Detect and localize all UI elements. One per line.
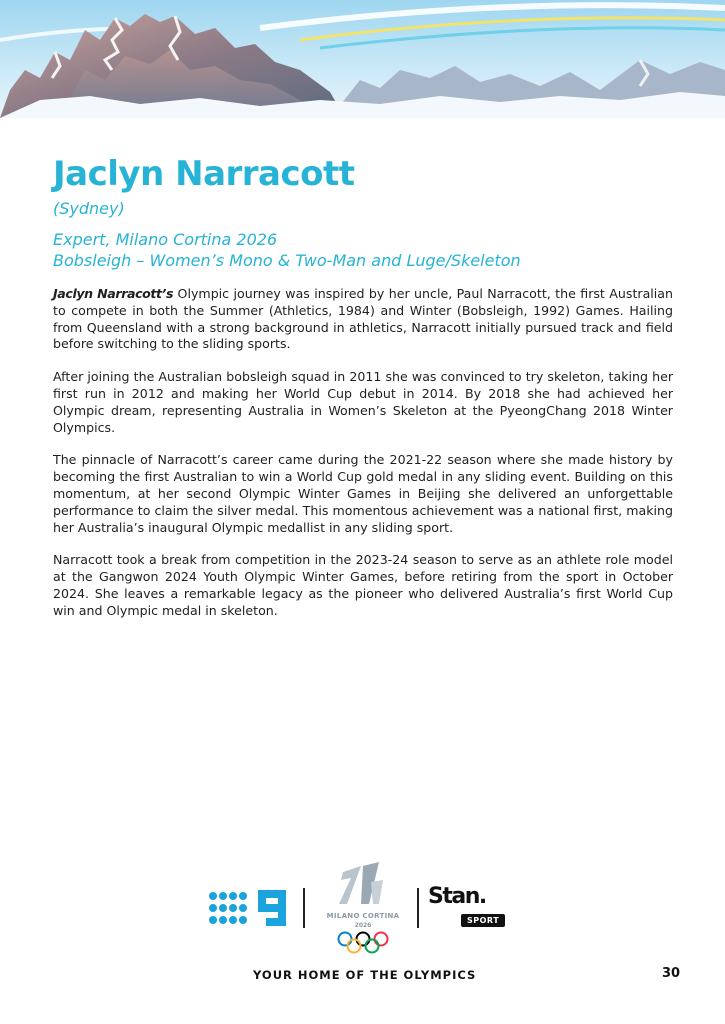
- bio-lead-name: Jaclyn Narracott’s: [53, 286, 174, 301]
- bio-paragraph-2: After joining the Australian bobsleigh squad in 2011 she was convinced to try skeleton, taking her first run in 2012 and making her World Cup debut in 2014. By 2018 she had achieved her Olympic dream, representing Australia in Women’s Skeleton at the PyeongChang 2018 Winter Olympics.: [53, 369, 673, 435]
- bio-paragraph-3: The pinnacle of Narracott’s career came during the 2021-22 season where she made history by becoming the first Australian to win a World Cup gold medal in any sliding event. Building on this momentum, at her second Olympic Winter Games in Beijing she delivered an unforgettable performance to claim the silver medal. This momentous achievement was a national first, making her Australia’s inaugural Olympic medallist in any sliding sport.: [53, 452, 673, 535]
- logo-divider: [303, 888, 305, 928]
- athlete-role: Expert, Milano Cortina 2026: [53, 230, 278, 249]
- athlete-sports: Bobsleigh – Women’s Mono & Two-Man and Luge/Skeleton: [53, 251, 521, 270]
- mountain-illustration: [0, 0, 725, 118]
- milano-cortina-emblem: [317, 858, 409, 914]
- stan-logo: Stan.: [428, 884, 486, 909]
- olympic-rings-icon: [337, 930, 389, 956]
- bio-paragraph-1-text: Olympic journey was inspired by her uncle, Paul Narracott, the first Australian to compete in both the Summer (Athletics, 1984) and Winter (Bobsleigh, 1992) Games. Hailing from Queensland with a strong background in athletics, Narracott initially pursued track and field before switching to the sliding sports.: [53, 286, 673, 352]
- milano-cortina-year: 2026: [354, 922, 372, 929]
- nine-network-logo: [208, 888, 290, 928]
- logo-divider: [417, 888, 419, 928]
- page-number: 30: [662, 966, 681, 981]
- athlete-name: Jaclyn Narracott: [53, 154, 355, 194]
- footer-tagline: YOUR HOME OF THE OLYMPICS: [253, 968, 477, 982]
- biography: [53, 286, 673, 620]
- partner-logos: [205, 858, 525, 963]
- mountain-banner: [0, 0, 725, 118]
- milano-cortina-logo: [317, 858, 409, 958]
- stan-sport-badge: SPORT: [461, 914, 505, 927]
- athlete-city: (Sydney): [53, 199, 125, 218]
- bio-paragraph-4: Narracott took a break from competition in the 2023-24 season to serve as an athlete role model at the Gangwon 2024 Youth Olympic Winter Games, before retiring from the sport in October 2024. She leaves a remarkable legacy as the pioneer who delivered Australia’s first World Cup win and Olympic medal in skeleton.: [53, 552, 673, 618]
- profile-content: [53, 152, 673, 636]
- milano-cortina-text: MILANO CORTINA: [326, 912, 400, 920]
- bio-paragraph-1: [53, 286, 673, 353]
